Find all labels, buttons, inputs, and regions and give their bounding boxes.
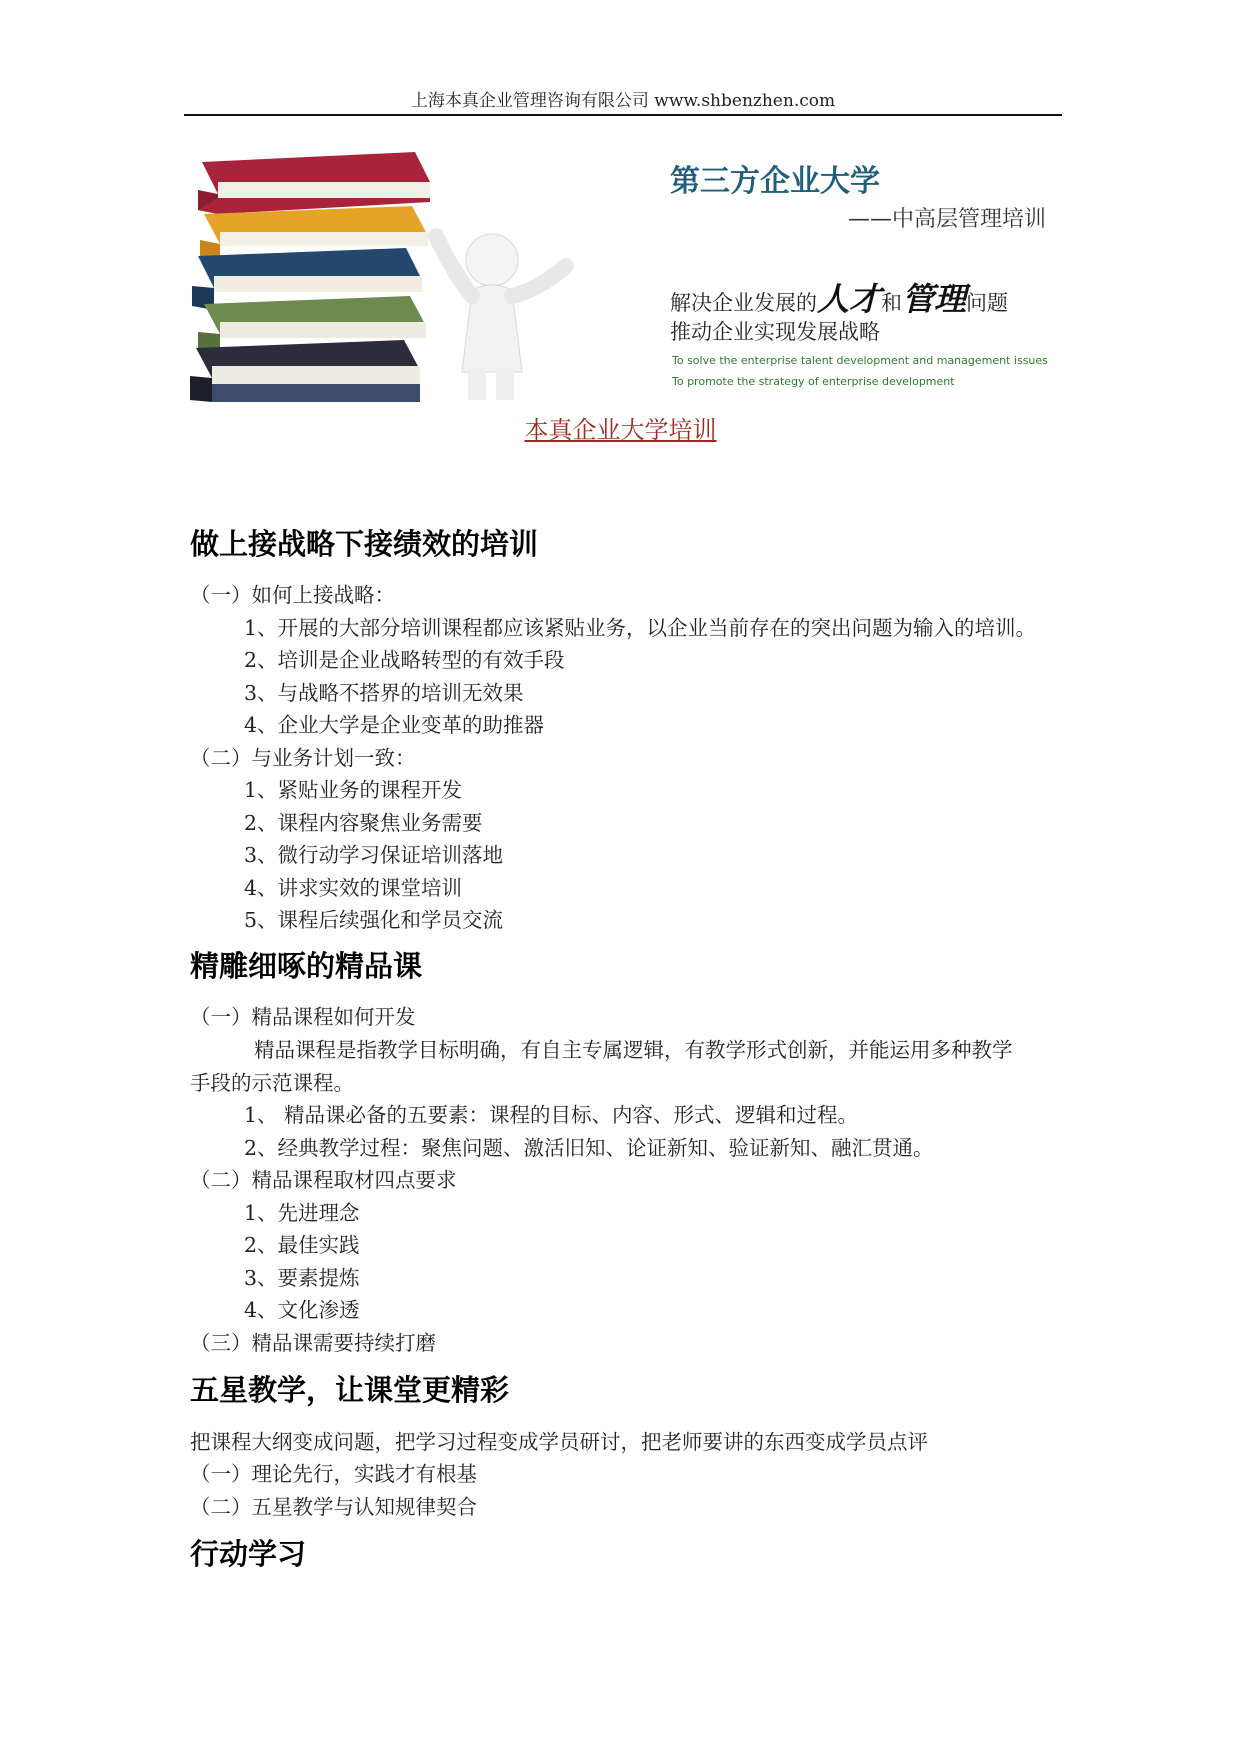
slogan-management: 管理 [902,280,967,318]
slogan-and: 和 [881,291,903,315]
section-heading: 做上接战略下接绩效的培训 [190,527,539,561]
banner-subtitle: ——中高层管理培训 [848,207,1047,232]
text-line: 4、企业大学是企业变革的助推器 [244,713,545,737]
text-line: （一）精品课程如何开发 [190,1005,416,1029]
section-heading: 精雕细啄的精品课 [190,949,423,983]
text-line: 4、讲求实效的课堂培训 [244,876,463,900]
text-line: 2、经典教学过程：聚焦问题、激活旧知、论证新知、验证新知、融汇贯通。 [244,1136,934,1160]
banner-english-1: To solve the enterprise talent development and management issues [672,354,1048,367]
text-line: 精品课程是指教学目标明确，有自主专属逻辑，有教学形式创新，并能运用多种教学 [254,1038,1013,1062]
text-line: 3、微行动学习保证培训落地 [244,843,504,867]
university-link[interactable]: 本真企业大学培训 [524,416,717,444]
text-line: 3、与战略不搭界的培训无效果 [244,681,524,705]
text-line: 2、最佳实践 [244,1233,360,1257]
text-line: 3、要素提炼 [244,1266,360,1290]
banner-slogan [670,274,1008,320]
text-line: 4、文化渗透 [244,1298,360,1322]
text-line: 5、课程后续强化和学员交流 [244,908,504,932]
section-heading: 五星教学，让课堂更精彩 [190,1373,510,1407]
books-illustration [190,140,610,402]
text-line: （二）五星教学与认知规律契合 [190,1495,477,1519]
banner [190,140,1070,402]
text-line: （二）与业务计划一致： [190,746,416,770]
slogan-suffix: 问题 [966,291,1009,315]
header-rule [184,114,1062,116]
text-line: 2、培训是企业战略转型的有效手段 [244,648,565,672]
text-line: （二）精品课程取材四点要求 [190,1168,457,1192]
text-line: 1、先进理念 [244,1201,360,1225]
text-line: 2、课程内容聚焦业务需要 [244,811,483,835]
section-heading: 行动学习 [190,1537,307,1571]
text-line: 手段的示范课程。 [190,1071,354,1095]
text-line: 把课程大纲变成问题，把学习过程变成学员研讨，把老师要讲的东西变成学员点评 [190,1430,928,1454]
slogan-talent: 人才 [817,280,882,318]
banner-english-2: To promote the strategy of enterprise development [672,375,955,388]
page-header: 上海本真企业管理咨询有限公司 www.shbenzhen.com [410,91,836,111]
slogan-prefix: 解决企业发展的 [670,291,817,315]
text-line: 1、紧贴业务的课程开发 [244,778,463,802]
text-line: 1、开展的大部分培训课程都应该紧贴业务，以企业当前存在的突出问题为输入的培训。 [244,616,1037,640]
text-line: （一）如何上接战略： [190,583,395,607]
text-line: （三）精品课需要持续打磨 [190,1331,436,1355]
banner-slogan-2: 推动企业实现发展战略 [670,320,880,344]
text-line: 1、 精品课必备的五要素：课程的目标、内容、形式、逻辑和过程。 [244,1103,859,1127]
text-line: （一）理论先行，实践才有根基 [190,1462,477,1486]
banner-title: 第三方企业大学 [670,164,880,199]
